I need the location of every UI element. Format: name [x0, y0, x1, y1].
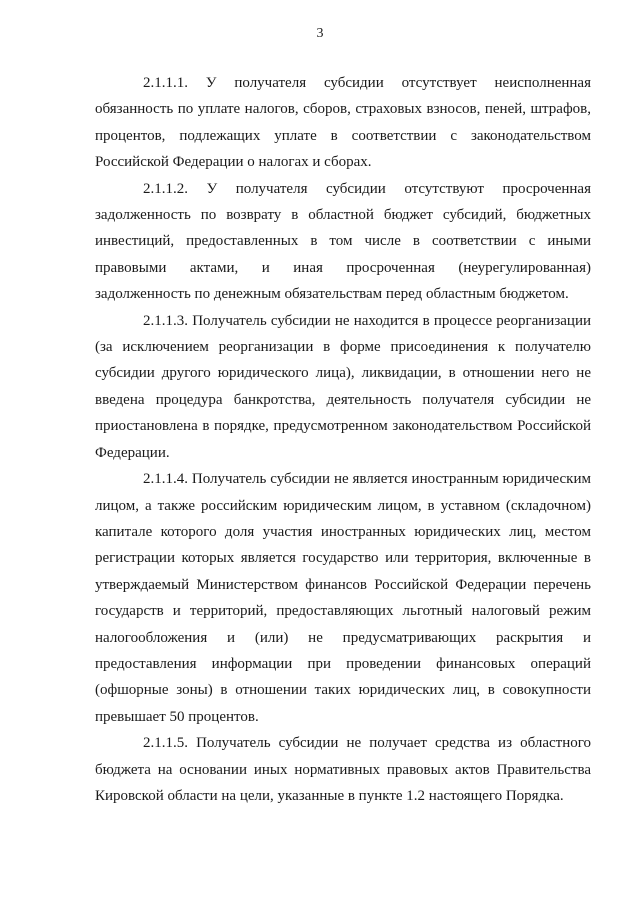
- paragraph-2-1-1-3: 2.1.1.3. Получатель субсидии не находится в процессе реорганизации (за исключением реорганизации в форме присоединения к получателю субсидии другого юридического лица), ликвидации, в отношении него не введена процедура банкротства, деятельность получателя субсидии не приостановлена в порядке, предусмотренном законодательством Российской Федерации.: [95, 312, 591, 461]
- paragraph-2-1-1-4: 2.1.1.4. Получатель субсидии не является иностранным юридическим лицом, а также российским юридическим лицом, в уставном (складочном) капитале которого доля участия иностранных юридических лиц, местом регистрации которых является государство или территория, включенные в утверждаемый Министерством финансов Российской Федерации перечень государств и территорий, предоставляющих льготный налоговый режим налогообложения и (или) не предусматривающих раскрытия и предоставления информации при проведении финансовых операций (офшорные зоны) в отношении таких юридических лиц, в совокупности превышает 50 процентов.: [95, 471, 591, 725]
- document-body: [95, 70, 591, 809]
- paragraph-2-1-1-1: 2.1.1.1. У получателя субсидии отсутствует неисполненная обязанность по уплате налогов, сборов, страховых взносов, пеней, штрафов, процентов, подлежащих уплате в соответствии с законодательством Российской Федерации о налогах и сборах.: [95, 75, 591, 171]
- paragraph-2-1-1-5: 2.1.1.5. Получатель субсидии не получает средства из областного бюджета на основании иных нормативных правовых актов Правительства Кировской области на цели, указанные в пункте 1.2 настоящего Порядка.: [95, 735, 591, 804]
- page-number: 3: [316, 26, 324, 41]
- paragraph-2-1-1-2: 2.1.1.2. У получателя субсидии отсутствуют просроченная задолженность по возврату в областной бюджет субсидий, бюджетных инвестиций, предоставленных в том числе в соответствии с иными правовыми актами, и иная просроченная (неурегулированная) задолженность по денежным обязательствам перед областным бюджетом.: [95, 180, 591, 303]
